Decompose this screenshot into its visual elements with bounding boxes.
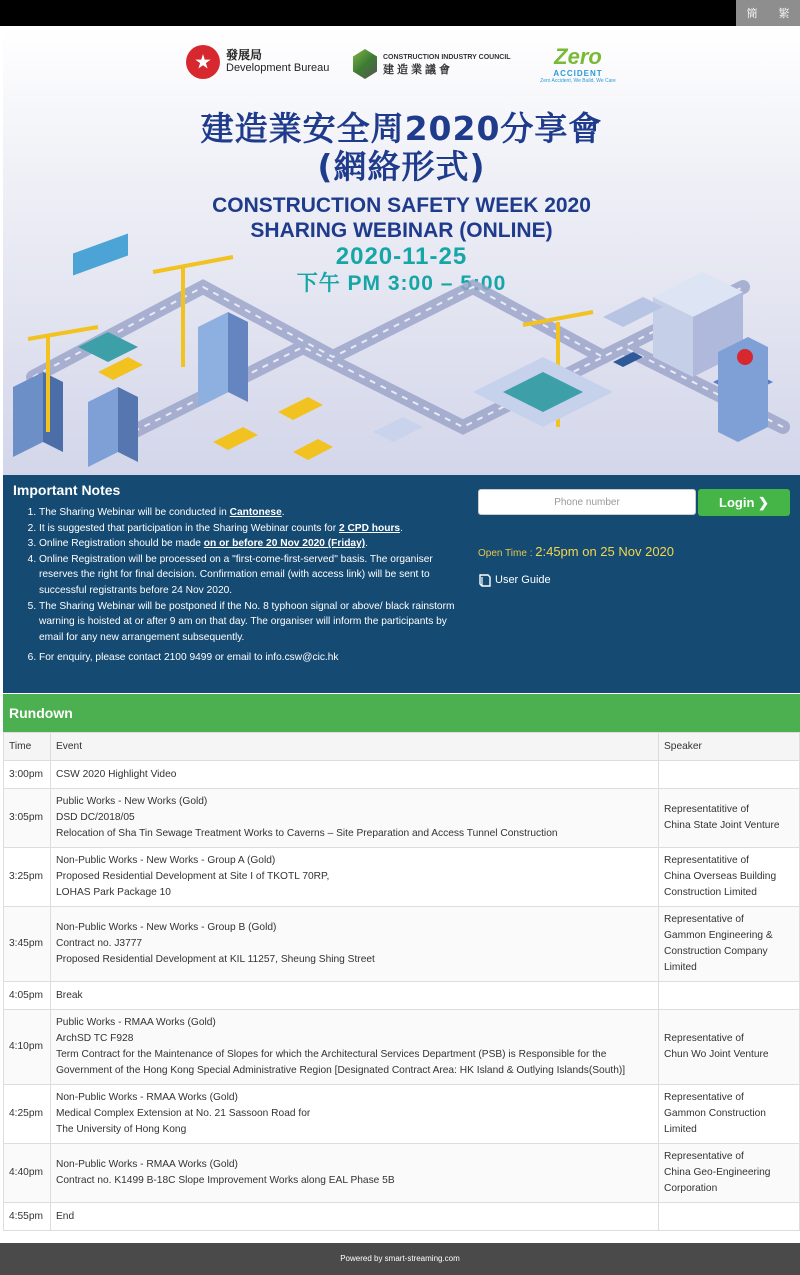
cell-time: 3:00pm: [4, 761, 51, 789]
event-line: Break: [56, 989, 83, 1001]
speaker-line: Construction Limited: [664, 887, 757, 898]
event-line: End: [56, 1210, 75, 1222]
event-line: Relocation of Sha Tin Sewage Treatment Works to Caverns – Site Preparation and Access Tunnel Construction: [56, 828, 558, 839]
lang-traditional-link[interactable]: 繁: [778, 8, 790, 20]
table-header-row: [4, 733, 800, 761]
top-bar: [0, 0, 800, 26]
speaker-line: Representative of: [664, 1151, 744, 1162]
cell-event: [51, 848, 659, 907]
note-item: 1. The Sharing Webinar will be conducted in Cantonese.: [39, 505, 459, 521]
event-date: 2020-11-25: [335, 243, 468, 270]
title-zh-line2: (網絡形式): [317, 147, 486, 186]
cic-logo: [353, 49, 511, 79]
speaker-line: Limited: [664, 962, 697, 973]
event-line: Term Contract for the Maintenance of Slopes for which the Architectural Services Department (PSB) is Responsible for the Government of the Hong Kong Special Administrative Region [Designated Contract Area: HK Island & Outlying Islands(South)]: [56, 1049, 626, 1076]
cell-time: 4:10pm: [4, 1010, 51, 1085]
construction-scene-illustration: [3, 227, 800, 475]
speaker-line: Representative of: [664, 1033, 744, 1044]
note-item: 3. Online Registration should be made on or before 20 Nov 2020 (Friday).: [39, 536, 459, 552]
cell-time: 4:55pm: [4, 1203, 51, 1231]
cell-speaker: [659, 982, 800, 1010]
zero-tagline: Zero Accident, We Build, We Care: [540, 78, 616, 84]
note-item: 2. It is suggested that participation in the Sharing Webinar counts for 2 CPD hours.: [39, 521, 459, 537]
zero-accident-logo: [536, 45, 620, 95]
cic-zh: 建造業議會: [383, 64, 453, 76]
dev-bureau-en: Development Bureau: [226, 62, 330, 74]
speaker-line: Representative of: [664, 1092, 744, 1103]
speaker-line: Gammon Construction: [664, 1108, 766, 1119]
cell-time: 4:25pm: [4, 1085, 51, 1144]
event-line: DSD DC/2018/05: [56, 812, 135, 823]
cic-en: CONSTRUCTION INDUSTRY COUNCIL: [383, 54, 511, 61]
notes-title: Important Notes: [13, 482, 121, 498]
speaker-line: Representatitive of: [664, 855, 749, 866]
speaker-line: Corporation: [664, 1183, 718, 1194]
language-switcher: [736, 0, 800, 26]
event-line: Contract no. J3777: [56, 938, 143, 949]
event-line: ArchSD TC F928: [56, 1033, 134, 1044]
note-item: 6. For enquiry, please contact 2100 9499 or email to info.csw@cic.hk: [39, 650, 459, 666]
lang-simplified-link[interactable]: 簡: [746, 8, 758, 20]
book-icon: [478, 573, 492, 587]
dev-bureau-zh: 發展局: [226, 48, 263, 62]
event-time: 下午 PM 3:00 – 5:00: [296, 272, 507, 295]
title-en-line1: CONSTRUCTION SAFETY WEEK 2020: [212, 194, 591, 217]
event-line: Non-Public Works - RMAA Works (Gold): [56, 1159, 238, 1170]
cell-time: 3:45pm: [4, 907, 51, 982]
development-bureau-logo: [186, 45, 329, 79]
table-row: [4, 982, 800, 1010]
user-guide-label: User Guide: [495, 574, 551, 586]
phone-number-input[interactable]: [478, 489, 696, 515]
cell-event: [51, 1085, 659, 1144]
col-header-event: Event: [51, 733, 659, 761]
col-header-time: Time: [4, 733, 51, 761]
cell-speaker: [659, 907, 800, 982]
cell-time: 3:25pm: [4, 848, 51, 907]
zero-logo-text: Zero: [554, 44, 602, 69]
rundown-table: [3, 732, 800, 1231]
event-line: CSW 2020 Highlight Video: [56, 768, 177, 780]
notes-list: [39, 505, 459, 666]
table-row: [4, 1203, 800, 1231]
cell-event: [51, 789, 659, 848]
speaker-line: Gammon Engineering &: [664, 930, 773, 941]
event-line: Medical Complex Extension at No. 21 Sassoon Road for: [56, 1108, 311, 1119]
cell-speaker: [659, 761, 800, 789]
table-row: [4, 1085, 800, 1144]
speaker-line: Construction Company: [664, 946, 768, 957]
event-line: Non-Public Works - RMAA Works (Gold): [56, 1092, 238, 1103]
cell-event: [51, 982, 659, 1010]
table-row: [4, 1010, 800, 1085]
cell-speaker: [659, 789, 800, 848]
cell-speaker: [659, 1203, 800, 1231]
table-row: [4, 789, 800, 848]
important-notes-section: [3, 475, 800, 693]
cell-event: [51, 761, 659, 789]
cell-event: [51, 1203, 659, 1231]
note-item: 5. The Sharing Webinar will be postponed if the No. 8 typhoon signal or above/ black rainstorm warning is hoisted at or after 9 am on that day. The organiser will inform the participants by email for any new arrangement subsequently.: [39, 599, 459, 646]
col-header-speaker: Speaker: [659, 733, 800, 761]
login-button[interactable]: Login ❯: [698, 489, 790, 516]
footer: Powered by smart-streaming.com: [0, 1243, 800, 1275]
event-line: The University of Hong Kong: [56, 1124, 187, 1135]
speaker-line: China Geo-Engineering: [664, 1167, 771, 1178]
table-row: [4, 848, 800, 907]
event-title-zh: [3, 110, 800, 186]
cell-speaker: [659, 1085, 800, 1144]
cell-time: 4:05pm: [4, 982, 51, 1010]
cell-speaker: [659, 848, 800, 907]
cell-speaker: [659, 1144, 800, 1203]
event-line: Public Works - New Works (Gold): [56, 796, 208, 807]
event-line: Public Works - RMAA Works (Gold): [56, 1017, 216, 1028]
speaker-line: China Overseas Building: [664, 871, 777, 882]
speaker-line: Representative of: [664, 914, 744, 925]
rundown-header: Rundown: [3, 694, 800, 732]
cell-time: 4:40pm: [4, 1144, 51, 1203]
cell-event: [51, 1144, 659, 1203]
cell-speaker: [659, 1010, 800, 1085]
title-zh-line1: 建造業安全周2020分享會: [200, 109, 603, 148]
table-row: [4, 761, 800, 789]
zero-accident-text: ACCIDENT: [553, 69, 603, 78]
title-en-line2: SHARING WEBINAR (ONLINE): [250, 219, 553, 242]
event-line: Proposed Residential Development at Site I of TKOTL 70RP,: [56, 871, 330, 882]
cell-time: 3:05pm: [4, 789, 51, 848]
speaker-line: Chun Wo Joint Venture: [664, 1049, 769, 1060]
event-line: LOHAS Park Package 10: [56, 887, 171, 898]
cell-event: [51, 907, 659, 982]
open-time-value: 2:45pm on 25 Nov 2020: [535, 544, 675, 559]
bauhinia-icon: [186, 45, 220, 79]
event-banner: [3, 27, 800, 475]
event-line: Proposed Residential Development at KIL 11257, Sheung Shing Street: [56, 954, 375, 965]
logo-row: [3, 45, 800, 95]
open-time: [478, 544, 674, 559]
table-row: [4, 907, 800, 982]
speaker-line: Limited: [664, 1124, 697, 1135]
user-guide-link[interactable]: [478, 573, 551, 587]
cell-event: [51, 1010, 659, 1085]
event-line: Non-Public Works - New Works - Group B (Gold): [56, 922, 277, 933]
event-line: Contract no. K1499 B-18C Slope Improvement Works along EAL Phase 5B: [56, 1175, 395, 1186]
cic-mark-icon: [353, 49, 377, 79]
table-row: [4, 1144, 800, 1203]
event-line: Non-Public Works - New Works - Group A (Gold): [56, 855, 276, 866]
note-item: 4. Online Registration will be processed on a "first-come-first-served" basis. The organiser reserves the right for final decision. Confirmation email (with access link) will be sent to successful registrants before 24 Nov 2020.: [39, 552, 459, 599]
speaker-line: China State Joint Venture: [664, 820, 780, 831]
speaker-line: Representatitive of: [664, 804, 749, 815]
open-time-label: Open Time :: [478, 548, 536, 559]
